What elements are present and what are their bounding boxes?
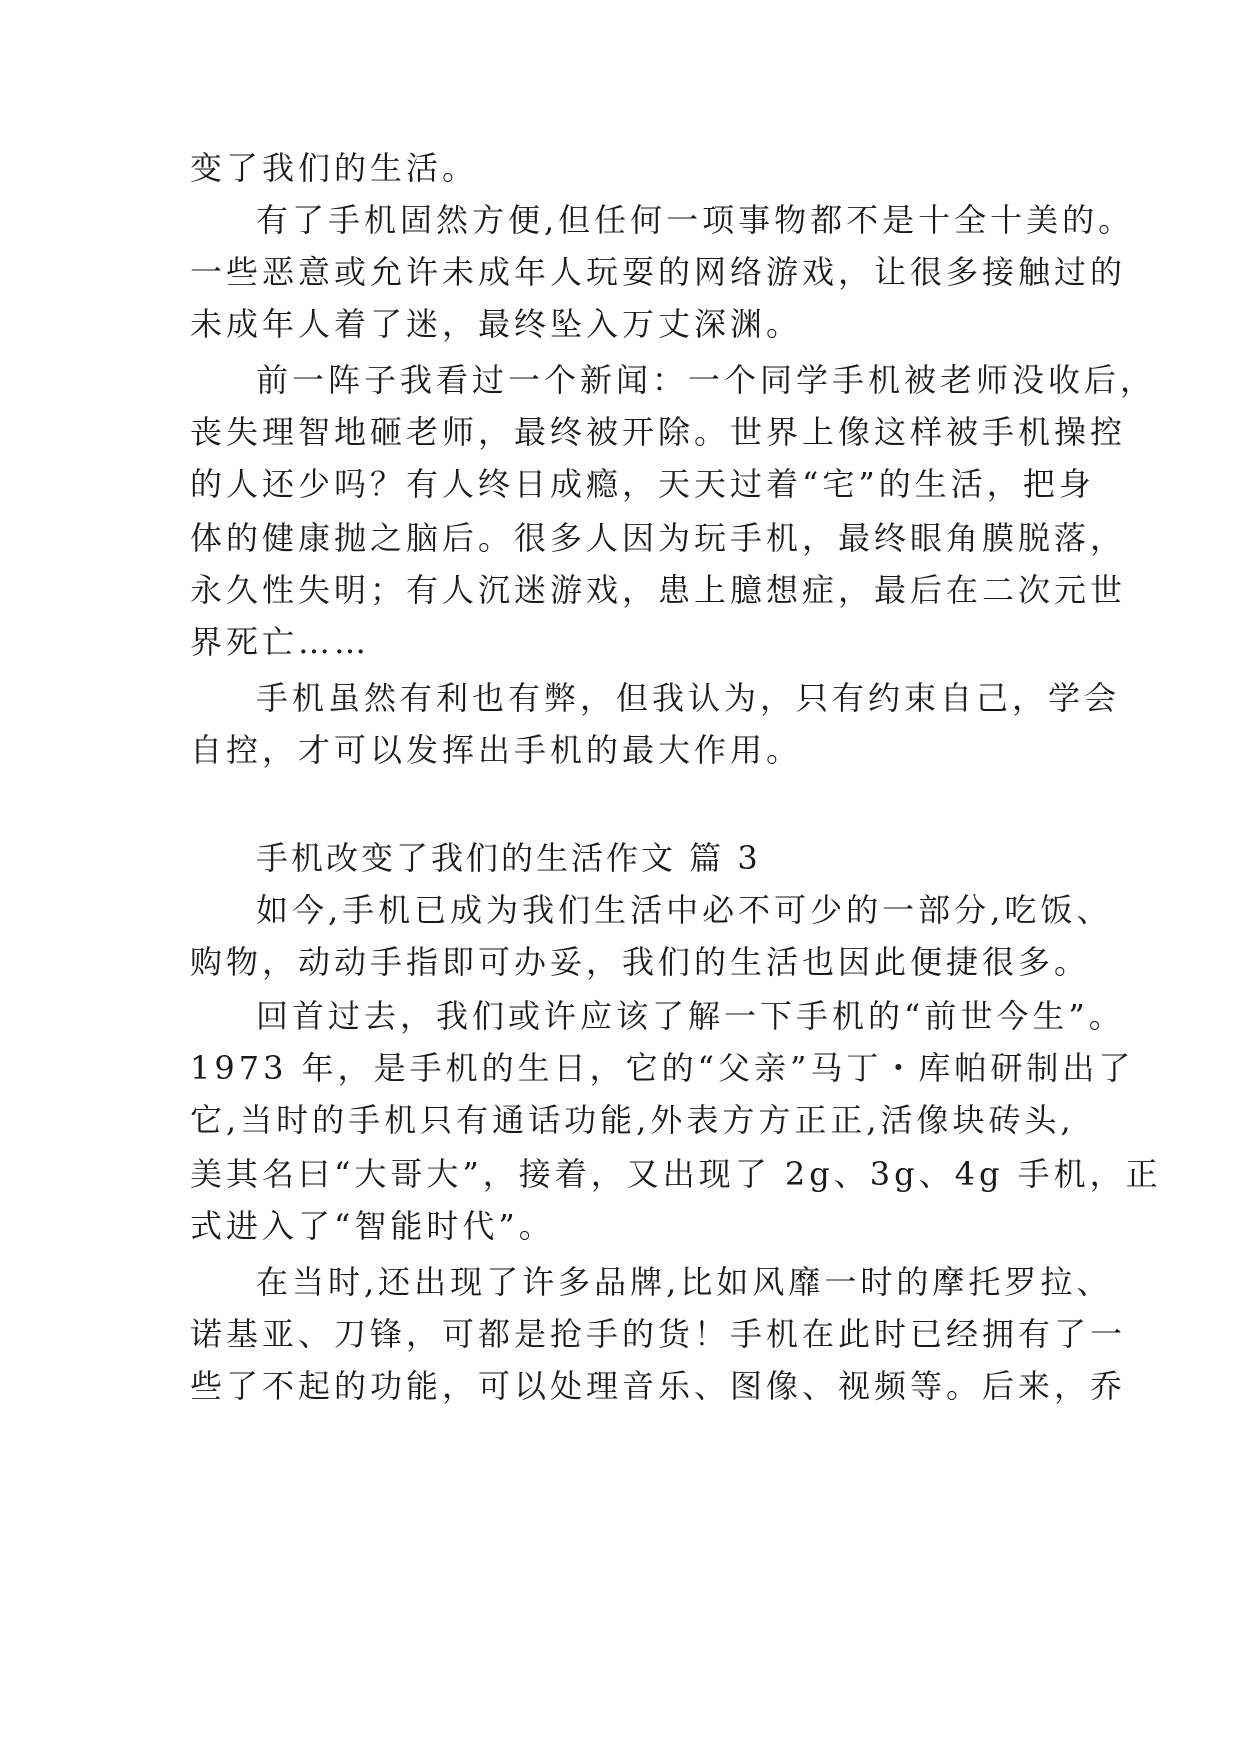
text-line: 1973 年，是手机的生日，它的“父亲”马丁・库帕研制出了 [190,1049,1135,1087]
text-line: 诺基亚、刀锋，可都是抢手的货！手机在此时已经拥有了一 [190,1315,1127,1353]
text-line: 丧失理智地砸老师，最终被开除。世界上像这样被手机操控 [190,413,1127,451]
text-line: 变了我们的生活。 [190,149,479,187]
text-line: 未成年人着了迷，最终坠入万丈深渊。 [190,305,803,343]
text-line: 些了不起的功能，可以处理音乐、图像、视频等。后来，乔 [190,1367,1127,1405]
paragraph-start: 有了手机固然方便,但任何一项事物都不是十全十美的。 [256,201,1135,239]
section-heading: 手机改变了我们的生活作文 篇 3 [256,839,761,877]
text-line: 它,当时的手机只有通话功能,外表方方正正,活像块砖头, [190,1101,1075,1139]
text-line: 界死亡…… [190,623,371,661]
paragraph-start: 在当时,还出现了许多品牌,比如风靡一时的摩托罗拉、 [256,1263,1113,1301]
text-line: 一些恶意或允许未成年人玩耍的网络游戏，让很多接触过的 [190,253,1127,291]
text-line: 自控，才可以发挥出手机的最大作用。 [190,731,803,769]
text-line: 永久性失明；有人沉迷游戏，患上臆想症，最后在二次元世 [190,571,1127,609]
text-line: 体的健康抛之脑后。很多人因为玩手机，最终眼角膜脱落， [190,519,1127,557]
paragraph-start: 回首过去，我们或许应该了解一下手机的“前世今生”。 [256,997,1125,1035]
paragraph-start: 如今,手机已成为我们生活中必不可少的一部分,吃饭、 [256,891,1113,929]
text-line: 式进入了“智能时代”。 [190,1207,555,1245]
paragraph-start: 前一阵子我看过一个新闻：一个同学手机被老师没收后， [256,361,1157,399]
text-line: 美其名曰“大哥大”，接着，又出现了 2g、3g、4g 手机，正 [190,1155,1162,1193]
paragraph-start: 手机虽然有利也有弊，但我认为，只有约束自己，学会 [256,679,1121,717]
text-line: 的人还少吗？有人终日成瘾，天天过着“宅”的生活，把身 [190,465,1095,503]
text-line: 购物，动动手指即可办妥，我们的生活也因此便捷很多。 [190,943,1091,981]
